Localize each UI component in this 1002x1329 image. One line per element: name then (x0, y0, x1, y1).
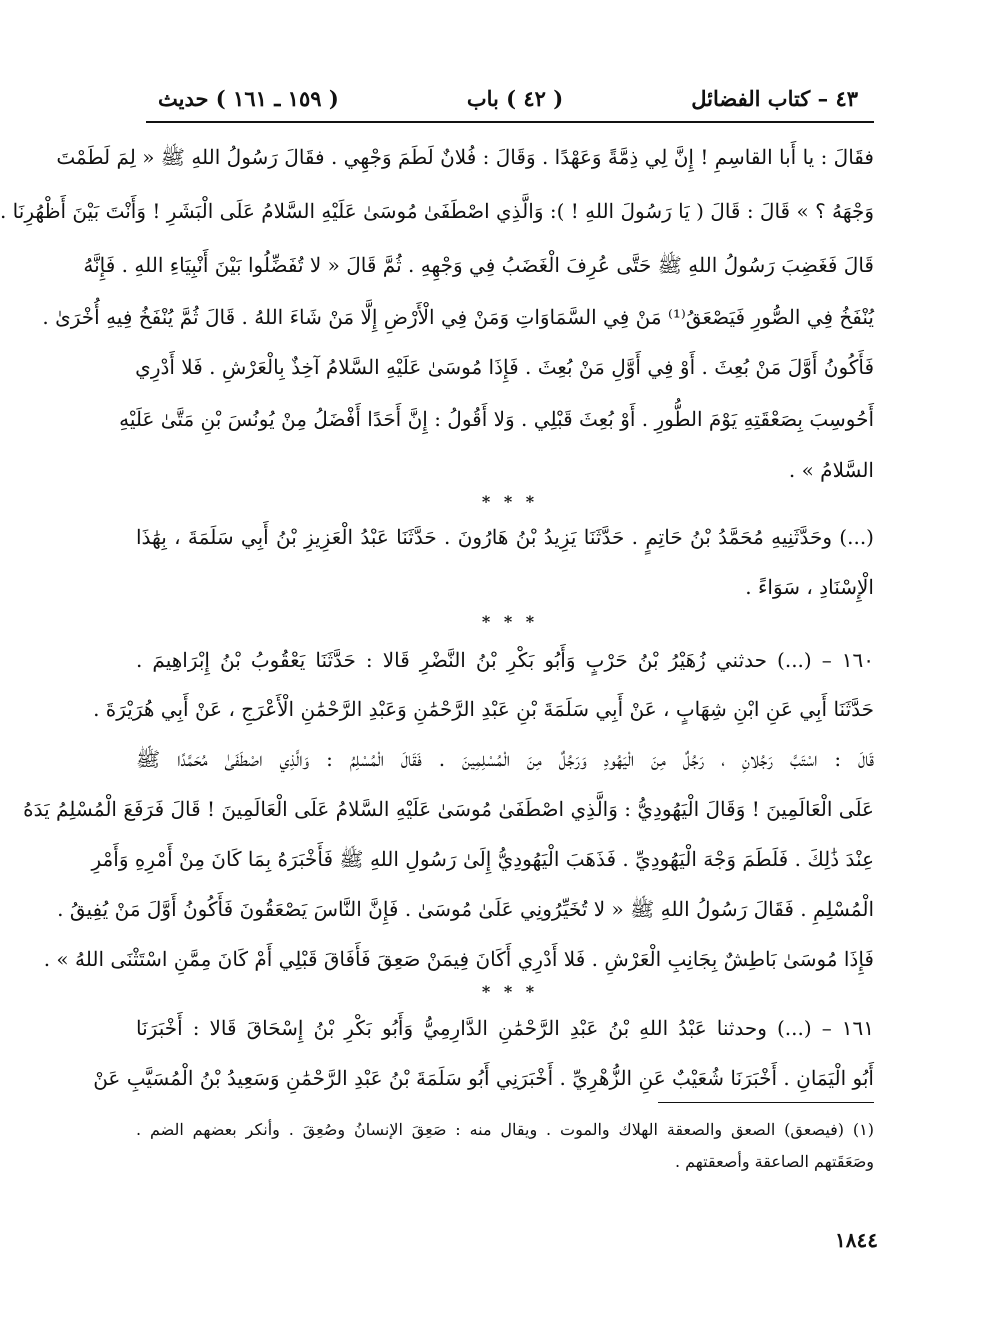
header-hadith-range: ( ١٥٩ ـ ١٦١ ) حديث (158, 85, 339, 111)
footnote-rule (658, 1102, 874, 1103)
text-line: قَالَ : اسْتَبَّ رَجُلانِ ، رَجُلٌ مِنَ الْيَهُودِ وَرَجُلٌ مِنَ الْمُسْلِمِينَ . فَقَالَ الْمُسْلِمُ : وَالَّذِي اصْطَفَىٰ مُحَمَّدًا ﷺ (136, 747, 874, 771)
text-line: السَّلامُ » . (788, 458, 874, 482)
text-line: عَلَى الْعَالَمِينَ ! وَقَالَ الْيَهُودِيُّ : وَالَّذِي اصْطَفَىٰ مُوسَىٰ عَلَيْهِ السَّلامُ عَلَى الْعَالَمِينَ ! قَالَ فَرَفَعَ الْمُسْلِمُ يَدَهُ (23, 797, 874, 821)
section-separator: * * * (481, 492, 539, 511)
text-line: أَبُو الْيَمَانِ . أَخْبَرَنَا شُعَيْبٌ عَنِ الزُّهْرِيِّ . أَخْبَرَنِي أَبُو سَلَمَةَ بْنُ عَبْدِ الرَّحْمَٰنِ وَسَعِيدُ بْنُ الْمُسَيَّبِ عَنْ (93, 1066, 874, 1090)
hadith-160-start: ١٦٠ – (...) حدثني زُهَيْرُ بْنُ حَرْبٍ وَأَبُو بَكْرِ بْنُ النَّضْرِ قَالا : حَدَّثَنَا يَعْقُوبُ بْنُ إِبْرَاهِيمَ . (136, 648, 874, 672)
text-line: فقَالَ : يا أَبا القاسِمِ ! إِنَّ لِي ذِمَّةً وَعَهْدًا . وَقَالَ : فُلانٌ لَطَمَ وَجْهِي . فقَالَ رَسُولُ اللهِ ﷺ « لِمَ لَطَمْتَ (56, 145, 874, 169)
text-line: فَإِذَا مُوسَىٰ بَاطِشٌ بِجَانِبِ الْعَرْشِ . فَلا أَدْرِي أَكَانَ فِيمَنْ صَعِقَ فَأَفَاقَ قَبْلِي أَمْ كَانَ مِمَّنِ اسْتَثْنَى اللهُ » . (43, 947, 874, 971)
text-line: (...) وحَدَّثَنِيهِ مُحَمَّدُ بْنُ حَاتِمٍ . حَدَّثَنَا يَزِيدُ بْنُ هَارُونَ . حَدَّثَنَا عَبْدُ الْعَزِيزِ بْنُ أَبِي سَلَمَةَ ، بِهَٰذَا (136, 525, 874, 549)
text-line: وَجْهَهُ ؟ » قَالَ : قَالَ ( يَا رَسُولَ اللهِ ! ): وَالَّذِي اصْطَفَىٰ مُوسَىٰ عَلَيْهِ السَّلامُ عَلَى الْبَشَرِ ! وَأَنْتَ بَيْنَ أَظْهُرِنَا . (0, 199, 874, 223)
section-separator: * * * (481, 612, 539, 631)
footnote-line: وصَعَقَتهم الصاعقة وأصعقتهم . (674, 1152, 874, 1171)
text-line: فَأَكُونُ أَوَّلَ مَنْ بُعِثَ . أَوْ فِي أَوَّلِ مَنْ بُعِثَ . فَإِذَا مُوسَىٰ عَلَيْهِ السَّلامُ آخِذٌ بِالْعَرْشِ . فَلا أَدْرِي (135, 355, 874, 379)
page-number: ١٨٤٤ (835, 1228, 878, 1252)
text-line: الْمُسْلِمِ . فَقَالَ رَسُولُ اللهِ ﷺ « لا تُخَيِّرُونِي عَلَىٰ مُوسَىٰ . فَإِنَّ النَّاسَ يَصْعَقُونَ فَأَكُونُ أَوَّلَ مَنْ يُفِيقُ . (57, 897, 874, 921)
header-rule (146, 121, 874, 123)
text-line: عِنْدَ ذَٰلِكَ . فَلَطَمَ وَجْهَ الْيَهُودِيِّ . فَذَهَبَ الْيَهُودِيُّ إِلَىٰ رَسُولِ اللهِ ﷺ فَأَخْبَرَهُ بِمَا كَانَ مِنْ أَمْرِهِ وَأَمْرِ (91, 847, 874, 871)
section-separator: * * * (481, 982, 539, 1001)
hadith-161-start: ١٦١ – (...) وحدثنا عَبْدُ اللهِ بْنُ عَبْدِ الرَّحْمَٰنِ الدَّارِمِيُّ وَأَبُو بَكْرِ بْنُ إِسْحَاقَ قَالا : أَخْبَرَنَا (136, 1016, 874, 1040)
text-line: الْإِسْنَادِ ، سَوَاءً . (745, 575, 874, 599)
text-line: يُنْفَخُ فِي الصُّورِ فَيَصْعَقُ⁽¹⁾ مَنْ فِي السَّمَاوَاتِ وَمَنْ فِي الْأَرْضِ إِلَّا مَنْ شَاءَ اللهُ . قَالَ ثُمَّ يُنْفَخُ فِيهِ أُخْرَىٰ . (42, 305, 874, 329)
header-chapter: ( ٤٢ ) باب (466, 85, 564, 111)
text-line: قَالَ فَغَضِبَ رَسُولُ اللهِ ﷺ حَتَّى عُرِفَ الْغَضَبُ فِي وَجْهِهِ . ثُمَّ قَالَ « لا تُفَضِّلُوا بَيْنَ أَنْبِيَاءِ اللهِ . فَإِنَّهُ (83, 253, 874, 277)
text-line: أَحُوسِبَ بِصَعْقَتِهِ يَوْمَ الطُّورِ . أَوْ بُعِثَ قَبْلِي . وَلا أَقُولُ : إِنَّ أَحَدًا أَفْضَلُ مِنْ يُونُسَ بْنِ مَتَّىٰ عَلَيْهِ (119, 407, 874, 431)
text-line: حَدَّثَنَا أَبِي عَنِ ابْنِ شِهَابٍ ، عَنْ أَبِي سَلَمَةَ بْنِ عَبْدِ الرَّحْمَٰنِ وَعَبْدِ الرَّحْمَٰنِ الْأَعْرَجِ ، عَنْ أَبِي هُرَيْرَةَ . (93, 697, 874, 721)
running-header (158, 78, 858, 118)
header-book-title: ٤٣ – كتاب الفضائل (691, 85, 858, 111)
footnote-line: (١) (فيصعق) الصعق والصعقة الهلاك والموت . ويقال منه : صَعِقَ الإنسانُ وصُعِقَ . وأنكر بعضهم الضم . (136, 1120, 874, 1139)
